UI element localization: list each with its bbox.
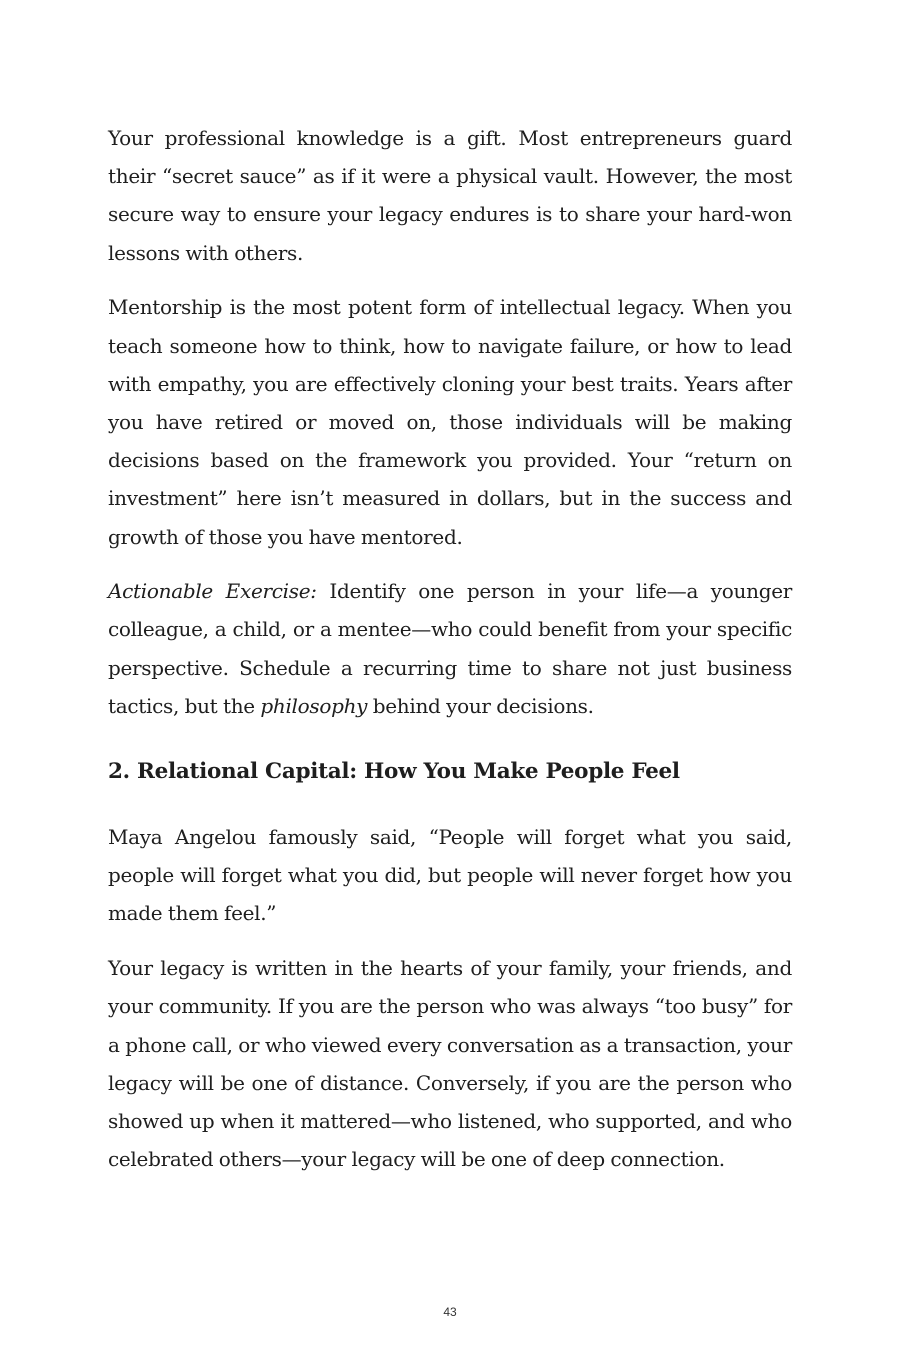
exercise-text-before: Identify one person in your life—a younger colleague, a child, or a mentee—who could benefit from your specific perspective. Schedule a recurring time to share not just business tactics, but the bbox=[108, 579, 792, 718]
section-heading: 2. Relational Capital: How You Make People Feel bbox=[108, 759, 680, 785]
exercise-emphasis: philosophy bbox=[260, 693, 368, 718]
paragraph-legacy-hearts: Your legacy is written in the hearts of your family, your friends, and your community. If you are the person who was always “too busy” for a phone call, or who viewed every conversation as a transaction, your legacy will be one of distance. Conversely, if you are the person who showed up when it mattered—who listened, who supported, and who celebrated others—your legacy will be one of deep connection. bbox=[108, 956, 792, 1172]
paragraph-knowledge-gift: Your professional knowledge is a gift. Most entrepreneurs guard their “secret sauce” as if it were a physical vault. However, the most secure way to ensure your legacy endures is to share your hard-won lessons with others. bbox=[108, 126, 792, 265]
page-number: 43 bbox=[443, 1305, 457, 1319]
exercise-label: Actionable Exercise: bbox=[108, 579, 317, 604]
paragraph-actionable-exercise bbox=[108, 572, 792, 725]
paragraph-angelou-quote: Maya Angelou famously said, “People will forget what you said, people will forget what you did, but people will never forget how you made them feel.” bbox=[108, 825, 792, 926]
paragraph-mentorship: Mentorship is the most potent form of intellectual legacy. When you teach someone how to think, how to navigate failure, or how to lead with empathy, you are effectively cloning your best traits. Years after you have retired or moved on, those individuals will be making decisions based on the framework you provided. Your “return on investment” here isn’t measured in dollars, but in the success and growth of those you have mentored. bbox=[108, 295, 792, 549]
page-body bbox=[108, 119, 792, 1195]
exercise-text-after: behind your decisions. bbox=[367, 693, 594, 718]
